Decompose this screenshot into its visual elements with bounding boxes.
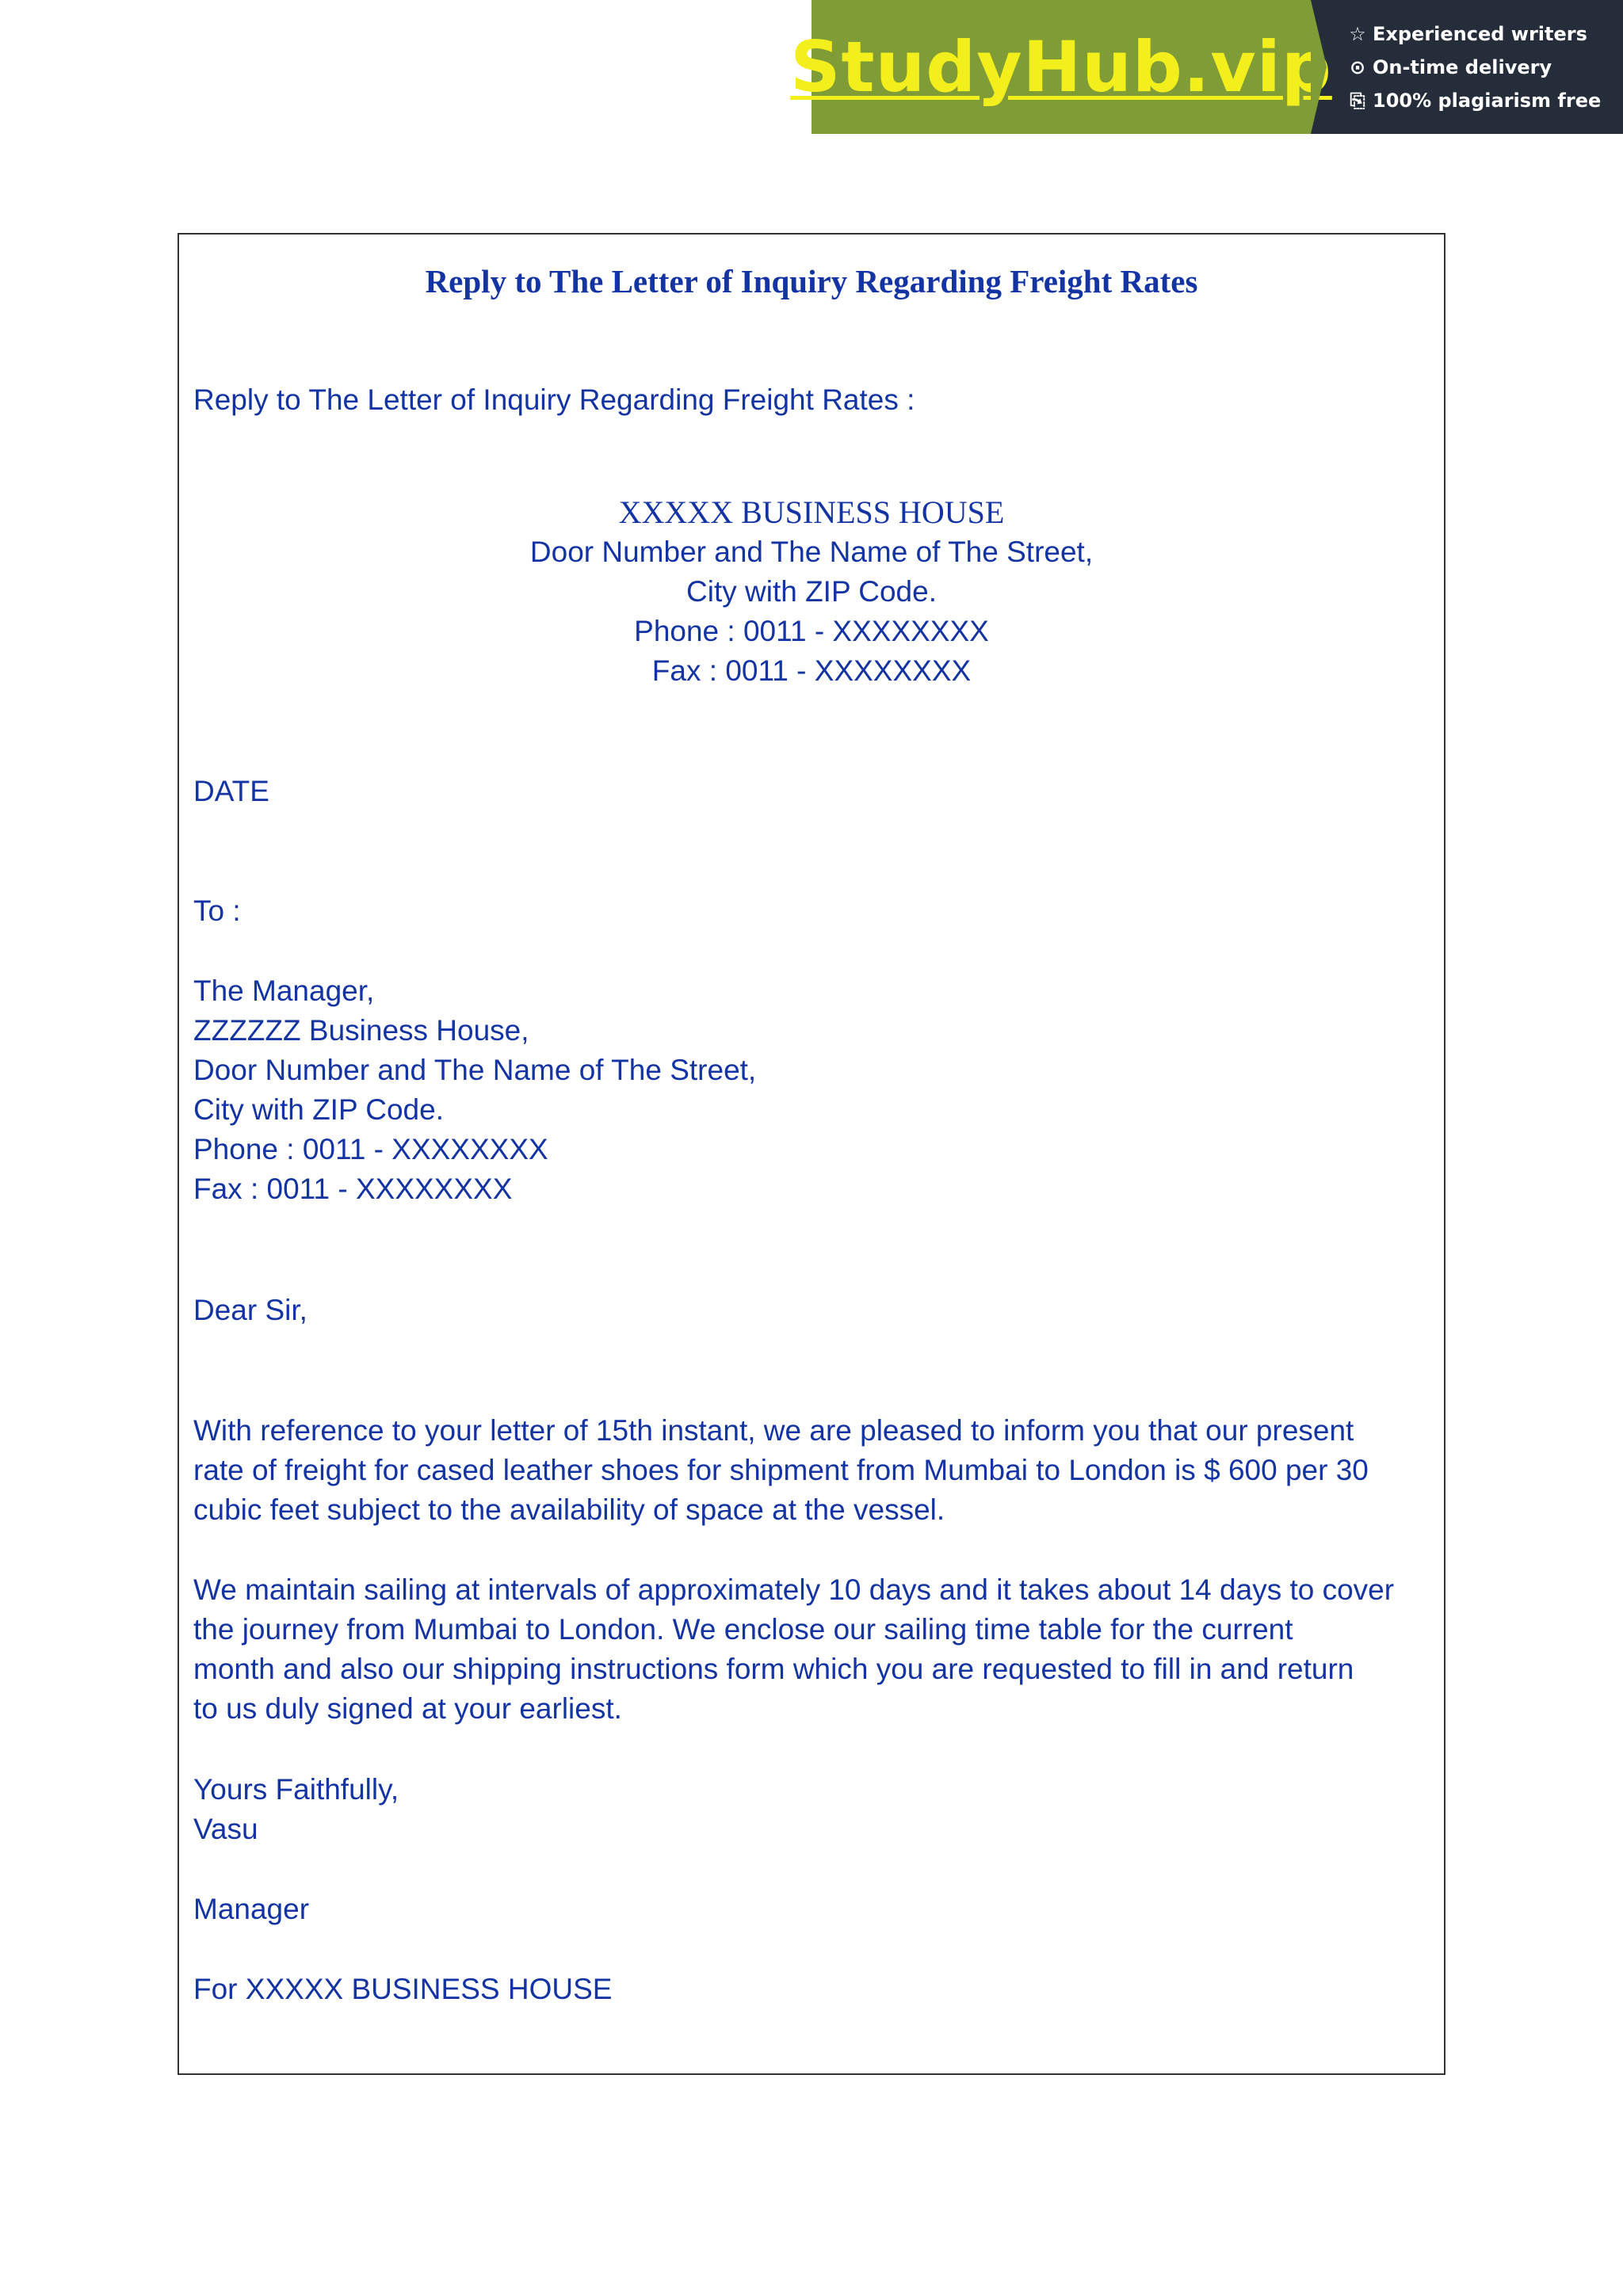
designation: Manager: [193, 1893, 310, 1925]
closing: Yours Faithfully,: [193, 1773, 399, 1806]
feature-label: On-time delivery: [1373, 55, 1552, 78]
recipient-company: ZZZZZZ Business House,: [193, 1014, 529, 1047]
sender-name: XXXXX BUSINESS HOUSE: [618, 494, 1005, 530]
intro-line: Reply to The Letter of Inquiry Regarding Freight Rates :: [193, 383, 915, 416]
feature-item: [1347, 21, 1623, 48]
sender-phone: Phone : 0011 - XXXXXXXX: [634, 615, 989, 647]
salutation: Dear Sir,: [193, 1294, 307, 1326]
recipient-address: [193, 971, 1430, 1209]
body-paragraph-2: [193, 1570, 1430, 1729]
recipient-title: The Manager,: [193, 974, 375, 1007]
sender-address: [178, 493, 1445, 691]
closing-block: [193, 1770, 1430, 1849]
feature-label: Experienced writers: [1373, 22, 1587, 45]
letter-intro: [193, 380, 1430, 420]
brand-logo[interactable]: StudyHub.vip: [790, 26, 1332, 108]
designation-block: [193, 1890, 1430, 1929]
signatory: Vasu: [193, 1813, 258, 1845]
paragraph-line: to us duly signed at your earliest.: [193, 1692, 622, 1725]
to-label-block: [193, 891, 1430, 931]
paragraph-line: rate of freight for cased leather shoes for shipment from Mumbai to London is $ 600 per 30: [193, 1454, 1369, 1486]
sender-fax: Fax : 0011 - XXXXXXXX: [651, 654, 972, 687]
body-paragraph-1: [193, 1411, 1430, 1530]
for-line: For XXXXX BUSINESS HOUSE: [193, 1973, 613, 2005]
date-line: DATE: [193, 775, 269, 807]
ad-banner[interactable]: [790, 0, 1623, 134]
letter-title: Reply to The Letter of Inquiry Regarding Freight Rates: [425, 263, 1198, 299]
clock-icon: ⊙: [1349, 55, 1366, 78]
recipient-fax: Fax : 0011 - XXXXXXXX: [193, 1173, 513, 1205]
recipient-city: City with ZIP Code.: [193, 1093, 444, 1126]
recipient-phone: Phone : 0011 - XXXXXXXX: [193, 1133, 548, 1165]
sender-street: Door Number and The Name of The Street,: [529, 536, 1094, 568]
copy-icon: ⎘: [1350, 89, 1365, 112]
star-icon: ☆: [1349, 22, 1366, 45]
salutation-block: [193, 1291, 1430, 1330]
paragraph-line: cubic feet subject to the availability of space at the vessel.: [193, 1493, 945, 1526]
feature-item: [1347, 87, 1623, 114]
paragraph-line: We maintain sailing at intervals of approximately 10 days and it takes about 14 days to cover: [193, 1573, 1395, 1606]
feature-label: 100% plagiarism free: [1373, 89, 1602, 112]
paragraph-line: the journey from Mumbai to London. We enclose our sailing time table for the current: [193, 1613, 1293, 1646]
paragraph-line: month and also our shipping instructions form which you are requested to fill in and return: [193, 1653, 1354, 1685]
recipient-street: Door Number and The Name of The Street,: [193, 1054, 757, 1086]
to-label: To :: [193, 894, 241, 927]
feature-list: [1311, 0, 1623, 134]
sender-city: City with ZIP Code.: [686, 575, 937, 608]
paragraph-line: With reference to your letter of 15th instant, we are pleased to inform you that our present: [193, 1414, 1354, 1447]
feature-item: [1347, 54, 1623, 81]
for-line-block: [193, 1970, 1430, 2009]
letter-date: [193, 772, 1430, 811]
brand-panel[interactable]: [790, 0, 1332, 134]
